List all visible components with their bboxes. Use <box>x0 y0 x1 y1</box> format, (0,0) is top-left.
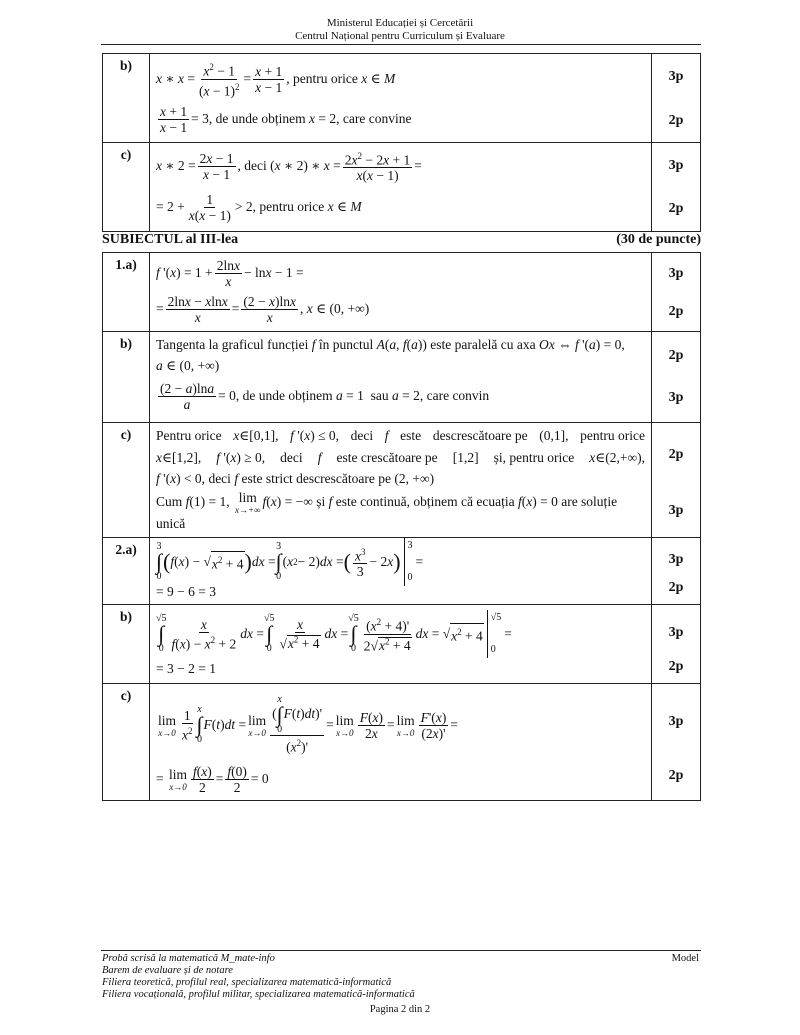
text: Cum <box>156 494 183 509</box>
footer-line: Filiera vocațională, profilul militar, specializarea matematică-informatică <box>102 989 415 1000</box>
text: și, pentru orice <box>493 450 575 465</box>
table-row: b) √5 ∫ 0 $\frac{x}{f(x) - x^2 + 2}$ dx = √5 ∫ 0 $\frac{x}{√x^2 + 4}$ dx = √5 ∫ 0 $\frac{(x^2 + 4)'}{2√x^2 + 4}$ dx = √ $x^2 + 4$ √5 0 = = 3 − 2 = 1 3p 2p <box>103 605 701 684</box>
header-center: Centrul Național pentru Curriculum și Evaluare <box>295 30 505 42</box>
subject2-table <box>102 53 701 232</box>
points: 2p <box>668 201 684 216</box>
points: 2p <box>668 580 684 595</box>
table-row: c) lim x→0 $\frac{1}{x^2}$ x ∫ 0 F ( t ) dt = lim x→0 ( x ∫ 0 F(t)dt)' $(x^2)'$ = lim x→0 $\frac{F(x)}{2x}$ = lim x→0 $\frac{F'(x)}{(2x)'}$ = = lim x→0 $\frac{f(x)}{2}$ = $\frac{f(0)}{2}$ = 0 3p 2p <box>103 684 701 801</box>
text: Pentru orice <box>156 428 222 443</box>
text: în punctul <box>318 337 374 352</box>
table-row: b) Tangenta la graficul funcției f în punctul A ( a , f ( a )) este paralelă cu axa Ox ⇔ f '( a ) = 0, a ∈ (0, +∞) $\frac{(2 - a)\ln a}{a}$ = 0 , de unde obținem a = 1 sau a = 2 , care convin 2p 3p <box>103 332 701 423</box>
points: 2p <box>668 659 684 674</box>
table-row: 1.a) f '( x ) = 1 + $\frac{2\ln x}{x}$ − ln x − 1 = = $\frac{2\ln x - xlnx}{x}$ = $\frac{(2 - x)\ln x}{x}$ , x ∈ (0, +∞) 3p 2p <box>103 253 701 332</box>
text: , pentru orice <box>286 71 358 86</box>
points: 2p <box>668 113 684 128</box>
text: sau <box>370 388 389 403</box>
text: Tangenta la graficul funcției <box>156 337 309 352</box>
text: deci <box>350 428 374 443</box>
text: deci <box>280 450 303 465</box>
text: are soluție <box>561 494 618 509</box>
points: 3p <box>668 503 684 518</box>
footer-model: Model <box>671 953 699 964</box>
item-label: b) <box>103 54 150 143</box>
item-label: c) <box>103 423 150 538</box>
text: este paralelă cu axa <box>430 337 536 352</box>
points: 2p <box>668 768 684 783</box>
text: unică <box>156 516 186 531</box>
item-content: x ∗ x = $\frac{x^2 - 1}{(x - 1)^2}$ = $\frac{x + 1}{x - 1}$ , pentru orice x ∈ M $\frac{x + 1}{x - 1}$ = 3 , de unde obținem x = 2 , care convine <box>150 54 652 143</box>
points: 3p <box>668 158 684 173</box>
item-label: c) <box>103 143 150 232</box>
text: , deci <box>237 158 267 173</box>
table-row: c) Pentru orice x∈[0,1], f '(x) ≤ 0, deci f este descrescătoare pe (0,1], pentru orice x∈[1,2], f '(x) ≥ 0, deci f este crescătoare pe [1,2] și, pentru orice x∈(2,+∞), f '( x ) < 0, deci f este strict descrescătoare pe (2, +∞) Cum f (1) = 1, lim x→+∞ f ( x ) = −∞ și f este continuă, obținem că ecuația f ( x ) = 0 are soluție unică 2p 3p <box>103 423 701 538</box>
text: descrescătoare pe <box>432 428 528 443</box>
footer-line: Filiera teoretică, profilul real, specializarea matematică-informatică <box>102 977 392 988</box>
points: 3p <box>668 714 684 729</box>
points-cell <box>652 54 701 143</box>
subject3-table <box>102 252 701 801</box>
table-row: c) x ∗ 2 = $\frac{2x - 1}{x - 1}$ , deci ( x ∗ 2) ∗ x = $\frac{2x^2 - 2x + 1}{x(x - 1)}$ = = 2 + $\frac{1}{x(x - 1)}$ > 2 , pentru orice x ∈ M 3p 2p <box>103 143 701 232</box>
points: 2p <box>668 447 684 462</box>
table-row <box>103 54 701 143</box>
text: este continuă, obținem că ecuația <box>335 494 515 509</box>
text: , de unde obținem <box>235 388 333 403</box>
footer-line: Probă scrisă la matematică M_mate-info <box>102 953 275 964</box>
footer-line: Barem de evaluare și de notare <box>102 965 233 976</box>
footer-divider <box>101 950 701 951</box>
item-label: 2.a) <box>103 538 150 605</box>
section-title <box>102 232 701 248</box>
header-divider <box>101 44 701 45</box>
points: 3p <box>668 390 684 405</box>
text: pentru orice <box>580 428 645 443</box>
points: 3p <box>668 266 684 281</box>
text: este crescătoare pe <box>336 450 438 465</box>
text: , de unde obținem <box>208 111 306 126</box>
points: 3p <box>668 69 684 84</box>
item-label: 1.a) <box>103 253 150 332</box>
section-points: (30 de puncte) <box>616 232 701 247</box>
text: , care convin <box>419 388 490 403</box>
item-label: b) <box>103 332 150 423</box>
points: 3p <box>668 552 684 567</box>
section-heading: SUBIECTUL al III-lea <box>102 232 239 247</box>
points: 2p <box>668 304 684 319</box>
points: 3p <box>668 625 684 640</box>
text: este <box>400 428 422 443</box>
text: deci <box>208 471 231 486</box>
item-label: b) <box>103 605 150 684</box>
header-ministry: Ministerul Educației și Cercetării <box>326 17 474 29</box>
text: este strict descrescătoare pe <box>241 471 391 486</box>
text: , care convine <box>336 111 412 126</box>
text: , pentru orice <box>252 199 325 214</box>
table-row: 2.a) 3 ∫ 0 ( f ( x ) − √ $x^2 + 4$ ) dx = 3 ∫ 0 ( x 2 − 2) dx = ( $\frac{x^3}{3}$ − 2 x ) 3 0 = = 9 − 6 = 3 3p 2p <box>103 538 701 605</box>
item-label: c) <box>103 684 150 801</box>
points: 2p <box>668 348 684 363</box>
page-number: Pagina 2 din 2 <box>369 1004 431 1015</box>
text: și <box>316 494 326 509</box>
